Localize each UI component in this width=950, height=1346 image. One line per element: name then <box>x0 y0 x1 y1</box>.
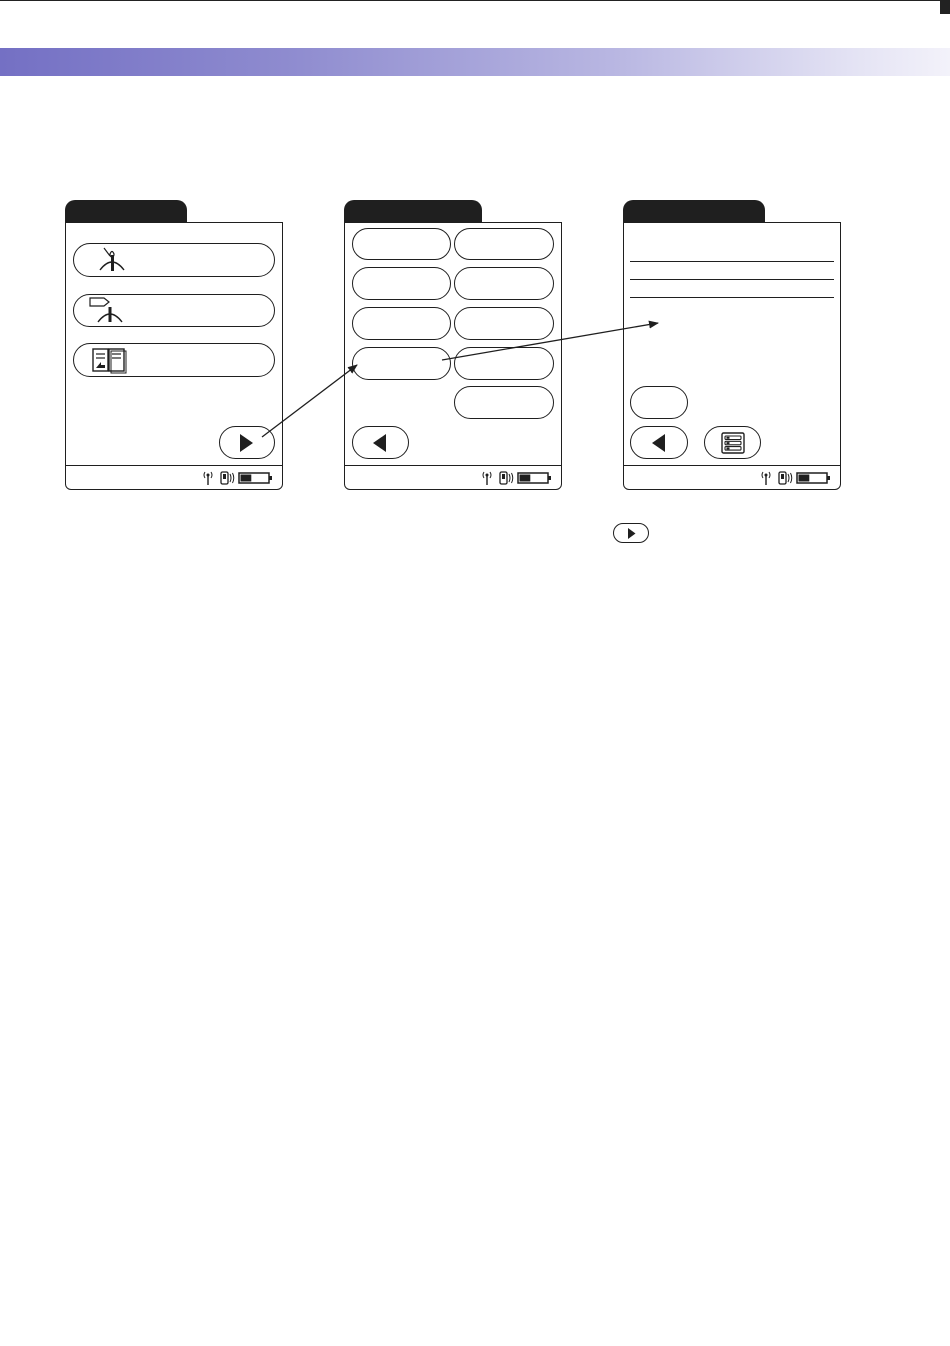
option-button[interactable] <box>630 386 688 419</box>
back-arrow-button[interactable] <box>352 426 409 459</box>
control-test-icon <box>88 296 128 326</box>
forward-arrow-icon <box>627 528 636 539</box>
vibrate-icon <box>779 472 792 484</box>
forward-arrow-icon <box>238 434 254 452</box>
header-band <box>0 48 950 76</box>
back-arrow-icon <box>651 434 667 452</box>
corner-mark <box>940 0 950 14</box>
screen-frame <box>344 222 562 490</box>
status-bar-divider <box>66 465 282 466</box>
status-bar <box>481 471 553 490</box>
screen-frame <box>623 222 841 490</box>
forward-arrow-button[interactable] <box>219 426 275 459</box>
back-arrow-button[interactable] <box>630 426 688 459</box>
antenna-icon <box>762 472 770 485</box>
list-button[interactable] <box>704 426 761 459</box>
submenu-button-2[interactable] <box>352 267 451 300</box>
blood-test-icon <box>96 246 130 276</box>
battery-icon <box>239 473 272 483</box>
legend-forward-button <box>613 523 649 543</box>
control-test-button[interactable] <box>73 294 275 327</box>
screen-detail <box>623 200 841 490</box>
list-icon <box>721 432 745 454</box>
screen-submenu <box>344 200 562 490</box>
logbook-button[interactable] <box>73 343 275 377</box>
submenu-button-6[interactable] <box>454 267 554 300</box>
logbook-icon <box>90 346 130 376</box>
antenna-icon <box>483 472 491 485</box>
screen-main-menu <box>65 200 283 490</box>
status-bar-divider <box>345 465 561 466</box>
submenu-button-3[interactable] <box>352 307 451 340</box>
battery-icon <box>797 473 830 483</box>
back-arrow-icon <box>372 434 388 452</box>
info-line-2 <box>630 279 834 280</box>
vibrate-icon <box>221 472 234 484</box>
submenu-button-8[interactable] <box>454 347 554 380</box>
submenu-button-5[interactable] <box>454 228 554 260</box>
submenu-button-4[interactable] <box>352 347 451 380</box>
submenu-button-7[interactable] <box>454 307 554 340</box>
antenna-icon <box>204 472 212 485</box>
info-line-1 <box>630 261 834 262</box>
vibrate-icon <box>500 472 513 484</box>
top-rule <box>0 0 950 1</box>
status-bar-divider <box>624 465 840 466</box>
screen-frame <box>65 222 283 490</box>
info-line-3 <box>630 297 834 298</box>
screen-title-tab <box>623 200 765 224</box>
submenu-button-9[interactable] <box>454 386 554 419</box>
screen-title-tab <box>65 200 187 224</box>
status-bar <box>760 471 832 490</box>
battery-icon <box>518 473 551 483</box>
submenu-button-1[interactable] <box>352 228 451 260</box>
blood-test-button[interactable] <box>73 243 275 277</box>
screen-title-tab <box>344 200 482 224</box>
status-bar <box>202 471 274 490</box>
